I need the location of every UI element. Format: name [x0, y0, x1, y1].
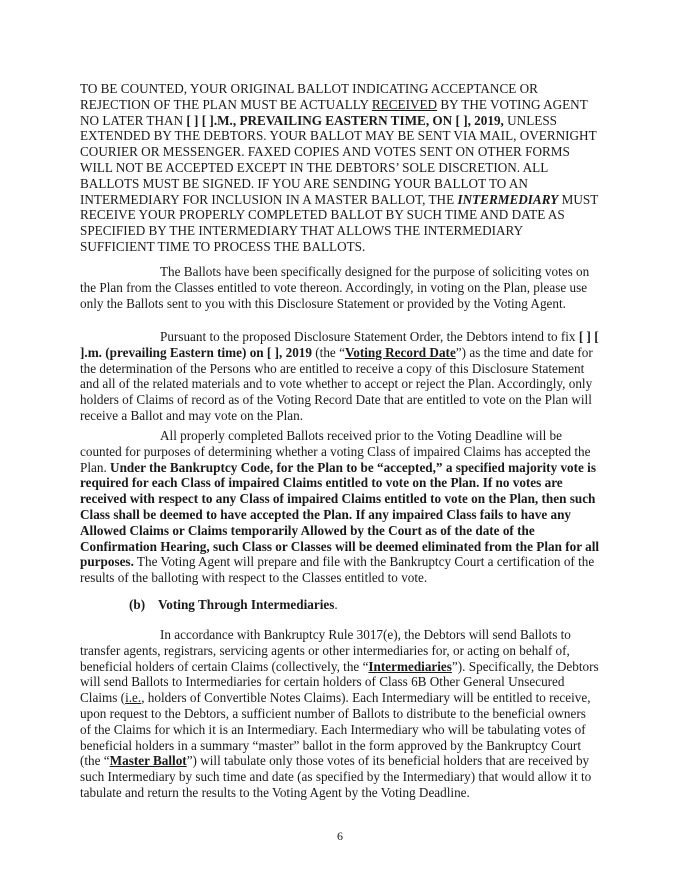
received-emphasis: RECEIVED — [371, 96, 438, 112]
defined-term-master-ballot: Master Ballot — [109, 753, 187, 769]
record-date-placeholder: [ ] [ ].m. (prevailing Eastern time) on [ ], 2019 — [80, 329, 599, 360]
deadline-placeholder: [ ] [ ].M., PREVAILING EASTERN TIME, ON [ ], 2019, — [186, 112, 504, 128]
intermediary-emphasis: INTERMEDIARY — [457, 191, 559, 207]
ballots-paragraph: The Ballots have been specifically designed for the purpose of soliciting votes on the Plan from the Classes entitled to vote thereon. Accordingly, in voting on the Plan, please use only the Ballots sent to you with this Disclosure Statement or provided by the Voting Agent. — [80, 264, 590, 311]
section-label: (b) — [129, 597, 146, 612]
ballot-deadline-notice: TO BE COUNTED, YOUR ORIGINAL BALLOT INDICATING ACCEPTANCE OR REJECTION OF THE PLAN MUST BE ACTUALLY RECEIVED BY THE VOTING AGENT NO LATER THAN [ ] [ ].M., PREVAILING EASTERN TIME, ON [ ], 2019, UNLESS EXTENDED BY THE DEBTORS. YOUR BALLOT MAY BE SENT VIA MAIL, OVERNIGHT COURIER OR MESSENGER. FAXED COPIES AND VOTES SENT ON OTHER FORMS WILL NOT BE ACCEPTED EXCEPT IN THE DEBTORS’ SOLE DISCRETION. ALL BALLOTS MUST BE SIGNED. IF YOU ARE SENDING YOUR BALLOT TO AN INTERMEDIARY FOR INCLUSION IN A MASTER BALLOT, THE INTERMEDIARY MUST RECEIVE YOUR PROPERLY COMPLETED BALLOT BY SUCH TIME AND DATE AS SPECIFIED BY THE INTERMEDIARY THAT ALLOWS THE INTERMEDIARY SUFFICIENT TIME TO PROCESS THE BALLOTS. — [80, 81, 599, 254]
defined-term-voting-record-date: Voting Record Date — [344, 344, 456, 360]
voting-deadline-paragraph: All properly completed Ballots received prior to the Voting Deadline will be counted for purposes of determining whether a voting Class of impaired Claims has accepted the Plan. Under the Bankruptcy Code, for the Plan to be “accepted,” a specified majority vote is required for each Class of impaired Claims entitled to vote on the Plan. If no votes are received with respect to any Class of impaired Claims entitled to vote on the Plan, then such Class shall be deemed to have accepted the Plan. If any impaired Class fails to have any Allowed Claims or Claims temporarily Allowed by the Court as of the date of the Confirmation Hearing, such Class or Classes will be deemed eliminated from the Plan for all purposes. The Voting Agent will prepare and file with the Bankruptcy Court a certification of the results of the balloting with respect to the Classes entitled to vote. — [80, 428, 600, 586]
voting-record-date-paragraph: Pursuant to the proposed Disclosure Statement Order, the Debtors intend to fix [ ] [ ].m. (prevailing Eastern time) on [ ], 2019 (the “Voting Record Date”) as the time and date for the determination of the Persons who are entitled to receive a copy of this Disclosure Statement and all of the related materials and to vote whether to accept or reject the Plan. Accordingly, only holders of Claims of record as of the Voting Record Date that are entitled to vote on the Plan will receive a Ballot and may vote on the Plan. — [80, 329, 599, 423]
section-title: Voting Through Intermediaries — [158, 597, 335, 612]
defined-term-intermediaries: Intermediaries — [368, 658, 452, 674]
section-heading: (b) Voting Through Intermediaries. — [129, 597, 338, 612]
intermediaries-paragraph: In accordance with Bankruptcy Rule 3017(e), the Debtors will send Ballots to transfer agents, registrars, servicing agents or other intermediaries for, or acting on behalf of, beneficial holders of certain Claims (collectively, the “Intermediaries”). Specifically, the Debtors will send Ballots to Intermediaries for certain holders of Class 6B Other General Unsecured Claims (i.e., holders of Convertible Notes Claims). Each Intermediary will be entitled to receive, upon request to the Debtors, a sufficient number of Ballots to distribute to the beneficial owners of the Claims for which it is an Intermediary. Each Intermediary who will be tabulating votes of beneficial holders in a summary “master” ballot in the form approved by the Bankruptcy Court (the “Master Ballot”) will tabulate only those votes of its beneficial holders that are received by such Intermediary by such time and date (as specified by the Intermediary) that would allow it to tabulate and return the results to the Voting Agent by the Voting Deadline. — [80, 627, 599, 800]
page-number: 6 — [337, 829, 343, 843]
ie-abbreviation: i.e. — [125, 690, 142, 706]
acceptance-rules-emphasis: Under the Bankruptcy Code, for the Plan to be “accepted,” a specified majority vote is required for each Class of impaired Claims entitled to vote on the Plan. If no votes are received with respect to any Class of impaired Claims entitled to vote on the Plan, then such Class shall be deemed to have accepted the Plan. If any impaired Class fails to have any Allowed Claims or Claims temporarily Allowed by the Court as of the date of the Confirmation Hearing, such Class or Classes will be deemed eliminated from the Plan for all purposes. — [80, 459, 600, 570]
